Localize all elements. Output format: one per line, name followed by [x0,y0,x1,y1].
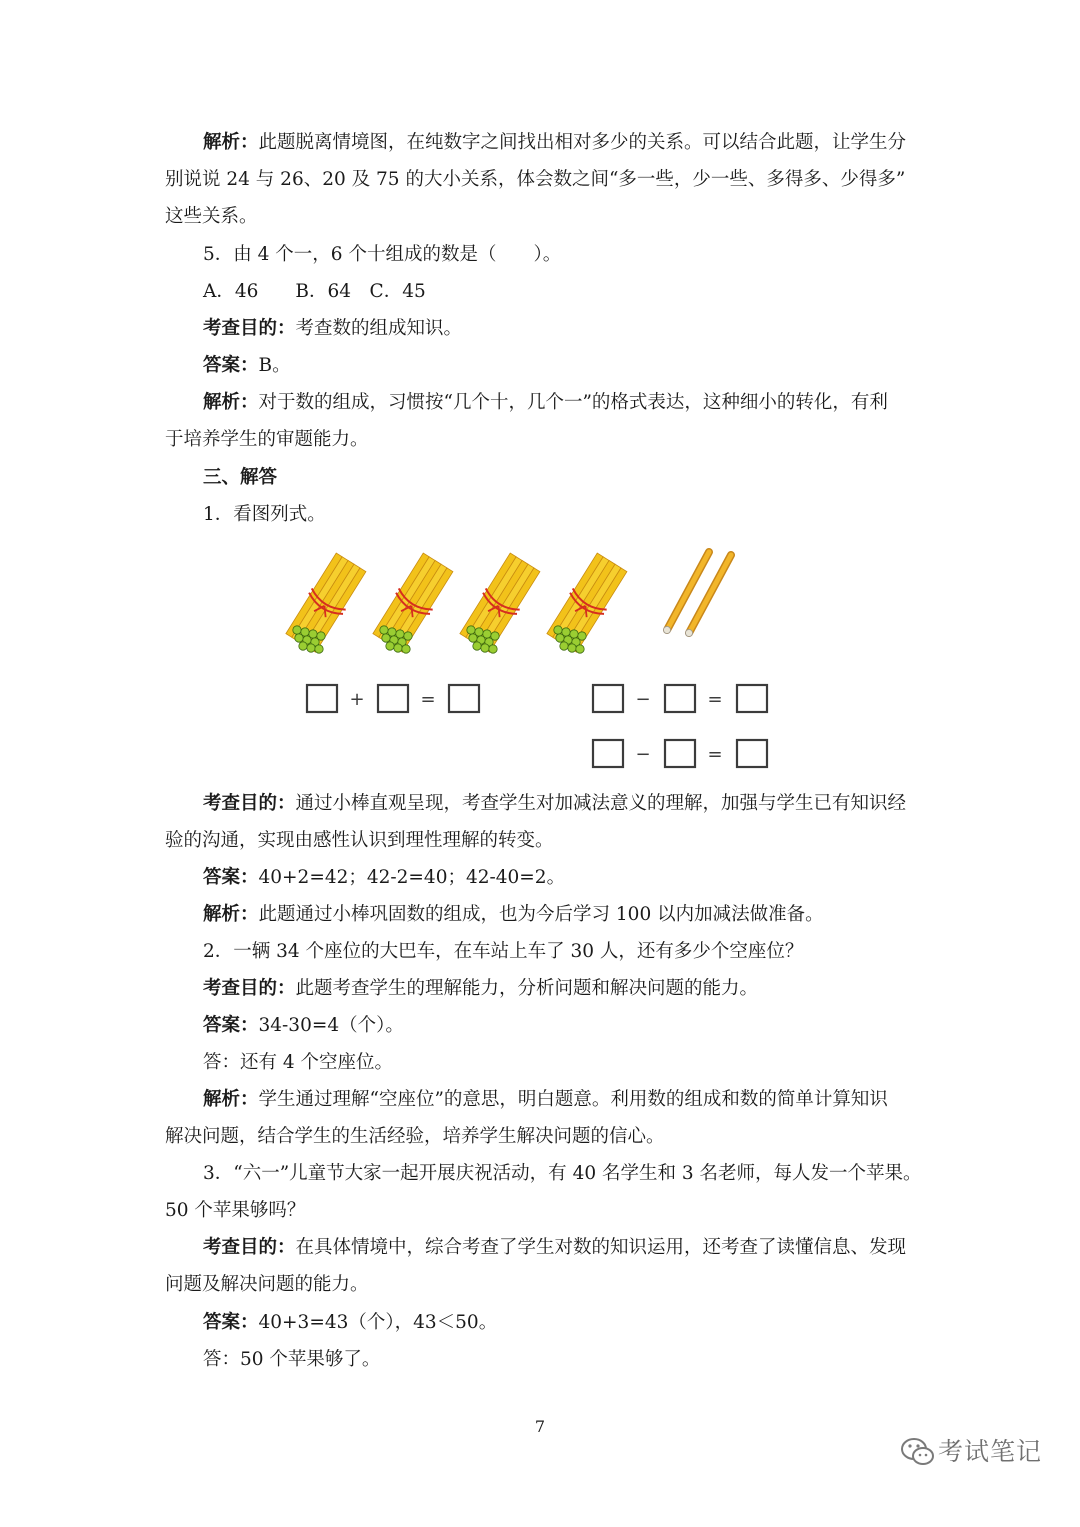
answer-box [449,685,479,712]
equals-sign: = [707,689,723,710]
text: 学生通过理解“空座位”的意思，明白题意。利用数的组成和数的简单计算知识 [258,1089,888,1110]
answer-box [665,685,695,712]
text: 此题考查学生的理解能力，分析问题和解决问题的能力。 [295,978,759,999]
text-line [203,1088,888,1112]
answer-box [378,685,408,712]
watermark-text: 考试笔记 [938,1437,1043,1466]
text-line [203,391,888,415]
options-5: A．46 B．64 C．45 [203,281,426,302]
question-2: 2．一辆 34 个座位的大巴车，在车站上车了 30 人，还有多少个空座位？ [203,941,804,962]
text-line [203,131,906,155]
label: 解析： [203,392,259,413]
single-stick [686,555,732,637]
label: 答案： [203,355,259,376]
text-line [203,903,824,927]
text-line [203,1311,497,1335]
stick-bundle [458,552,542,654]
answer-box [737,685,767,712]
label: 答案： [203,867,259,888]
stick-bundle [285,552,368,654]
minus-sign: − [635,744,651,765]
answer-box [665,740,695,767]
label: 考查目的： [203,1237,296,1258]
label: 答案： [203,1312,259,1333]
text-line [203,354,291,378]
section-heading: 三、解答 [203,467,278,488]
text-line: 这些关系。 [165,206,258,227]
text-line [203,977,758,1001]
text: 40+3=43（个），43＜50。 [258,1312,498,1333]
text-line: 验的沟通，实现由感性认识到理性理解的转变。 [165,830,554,851]
stick-bundle [545,552,629,654]
label: 解析： [203,904,259,925]
single-stick [664,552,710,634]
text-line [203,1236,906,1260]
text: 在具体情境中，综合考查了学生对数的知识运用，还考查了读懂信息、发现 [295,1237,907,1258]
text-line: 50 个苹果够吗？ [165,1200,306,1221]
text-line [203,1014,404,1038]
label: 答案： [203,1015,259,1036]
text-line: 答：还有 4 个空座位。 [203,1052,394,1073]
text: 此题通过小棒巩固数的组成，也为今后学习 100 以内加减法做准备。 [258,904,824,925]
text: 此题脱离情境图，在纯数字之间找出相对多少的关系。可以结合此题，让学生分 [258,132,907,153]
text: 对于数的组成，习惯按“几个十，几个一”的格式表达，这种细小的转化，有利 [258,392,888,413]
label: 考查目的： [203,793,296,814]
answer-box [307,685,337,712]
text: 40+2=42；42-2=40；42-40=2。 [258,867,566,888]
text: 通过小棒直观呈现，考查学生对加减法意义的理解，加强与学生已有知识经 [295,793,907,814]
answer-box [737,740,767,767]
stick-bundle [371,552,455,654]
question-3: 3．“六一”儿童节大家一起开展庆祝活动，有 40 名学生和 3 名老师，每人发一个苹果。 [203,1163,922,1184]
label: 解析： [203,132,259,153]
text-line [203,792,906,816]
wechat-icon [900,1434,936,1470]
text-line: 别说说 24 与 26、20 及 75 的大小关系，体会数之间“多一些，少一些、多得多、少得多” [165,169,906,190]
answer-box [593,685,623,712]
question-1: 1．看图列式。 [203,504,326,525]
plus-sign: + [349,689,365,710]
text-line: 解决问题，结合学生的生活经验，培养学生解决问题的信心。 [165,1126,665,1147]
page-number: 7 [534,1417,546,1436]
question-5: 5．由 4 个一，6 个十组成的数是（ ）。 [203,244,562,265]
text-line: 于培养学生的审题能力。 [165,429,369,450]
label: 考查目的： [203,978,296,999]
text: 34-30=4（个）。 [258,1015,404,1036]
sticks-figure [285,545,785,780]
watermark [900,1428,1060,1472]
text-line: 问题及解决问题的能力。 [165,1274,369,1295]
text-line [203,866,565,890]
text-line: 答：50 个苹果够了。 [203,1349,381,1370]
label: 考查目的： [203,318,296,339]
text-line [203,317,462,341]
equals-sign: = [707,744,723,765]
text: 考查数的组成知识。 [295,318,463,339]
answer-box [593,740,623,767]
text: B。 [258,355,291,376]
minus-sign: − [635,689,651,710]
label: 解析： [203,1089,259,1110]
equals-sign: = [420,689,436,710]
